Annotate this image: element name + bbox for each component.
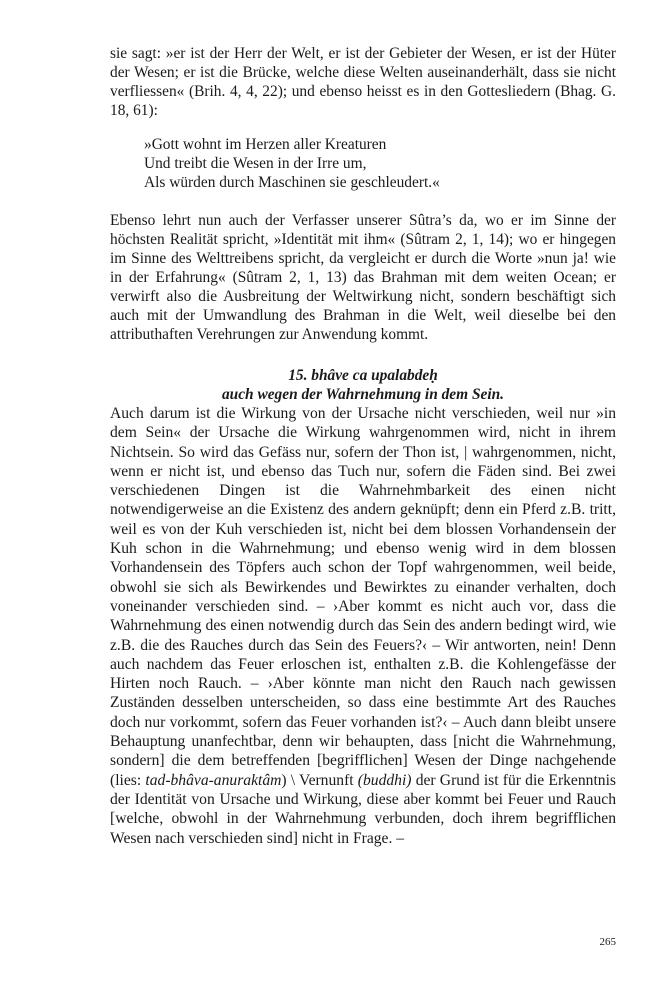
- paragraph-3-part-b: ) \ Vernunft: [281, 771, 358, 789]
- verse-line-1: »Gott wohnt im Herzen aller Kreaturen: [144, 136, 387, 153]
- paragraph-3-part-c: der Grund ist für die Erkenntnis der Identität von Ursache und Wirkung, diese aber kommt bei Feuer und Rauch [welche, obwohl in der Wahrnehmung verbunden, doch ihrem begrifflichen Wesen nach verschieden sind] nicht in Frage. –: [110, 771, 616, 847]
- page-number: 265: [599, 936, 616, 948]
- verse-quote: [110, 135, 616, 192]
- sutra-translation-heading: auch wegen der Wahrnehmung in dem Sein.: [221, 386, 505, 403]
- sanskrit-term-buddhi: (buddhi): [357, 771, 412, 789]
- verse-line-3: Als würden durch Maschinen sie geschleudert.«: [144, 174, 440, 191]
- paragraph-1: sie sagt: »er ist der Herr der Welt, er ist der Gebieter der Wesen, er ist der Hüter der Wesen; er ist die Brücke, welche diese Welten auseinanderhält, dass sie nicht verfliessen« (Brih. 4, 4, 22); und ebenso heisst es in den Gottesliedern (Bhag. G. 18, 61):: [110, 45, 616, 119]
- sanskrit-term: tad-bhâva-anuraktâm: [145, 771, 282, 789]
- page-body: [110, 44, 616, 848]
- sutra-heading: 15. bhâve ca upalabdeḥ: [288, 367, 438, 384]
- paragraph-3-part-a: Auch darum ist die Wirkung von der Ursache nicht verschieden, weil nur »in dem Sein« der Ursache die Wirkung wahrgenommen wird, nicht in ihrem Nichtsein. So wird das Gefäss nur, sofern der Thon ist, | wahrgenommen, nicht, wenn er nicht ist, und ebenso das Tuch nur, sofern die Fäden sind. Bei zwei verschiedenen Dingen ist die Wahrnehmbarkeit des einen nicht notwendigerweise an die Existenz des andern geknüpft; denn ein Pferd z.B. tritt, weil es von der Kuh verschieden ist, nicht bei dem blossen Vorhandensein der Kuh schon in die Wahrnehmung; und ebenso wenig wird in dem blossen Vorhandensein des Töpfers auch schon der Topf wahrgenommen, weil beide, obwohl sie sich als Bewirkendes und Bewirktes zu einander verhalten, doch voneinander verschieden sind. – ›Aber kommt es nicht auch vor, dass die Wahrnehmung des einen notwendig durch das Sein des andern bedingt wird, wie z.B. die des Rauches durch das Sein des Feuers?‹ – Wir antworten, nein! Denn auch nachdem das Feuer erloschen ist, enthalten z.B. die Kohlengefässe der Hirten noch Rauch. – ›Aber könnte man nicht den Rauch nach gewissen Zuständen desselben unterscheiden, so dass eine bestimmte Art des Rauches doch nur vorkommt, sofern das Feuer vorhanden ist?‹ – Auch dann bleibt unsere Behauptung unanfechtbar, denn wir behaupten, dass [nicht die Wahrnehmung, sondern] die dem betreffenden [begrifflichen] Wesen der Dinge nachgehende (lies:: [110, 405, 616, 789]
- verse-line-2: Und treibt die Wesen in der Irre um,: [144, 155, 367, 172]
- paragraph-3: [110, 404, 616, 848]
- paragraph-2: Ebenso lehrt nun auch der Verfasser unserer Sûtra’s da, wo er im Sinne der höchsten Realität spricht, »Identität mit ihm« (Sûtram 2, 1, 14); wo er hingegen im Sinne des Welttreibens spricht, da vergleicht er durch die Worte »nun ja! wie in der Erfahrung« (Sûtram 2, 1, 13) das Brahman mit dem weiten Ocean; er verwirft also die Ausbreitung der Weltwirkung nicht, sondern beschäftigt sich auch mit der Umwandlung des Brahman in die Welt, weil dieselbe bei den attributhaften Verehrungen zur Anwendung kommt.: [110, 212, 616, 343]
